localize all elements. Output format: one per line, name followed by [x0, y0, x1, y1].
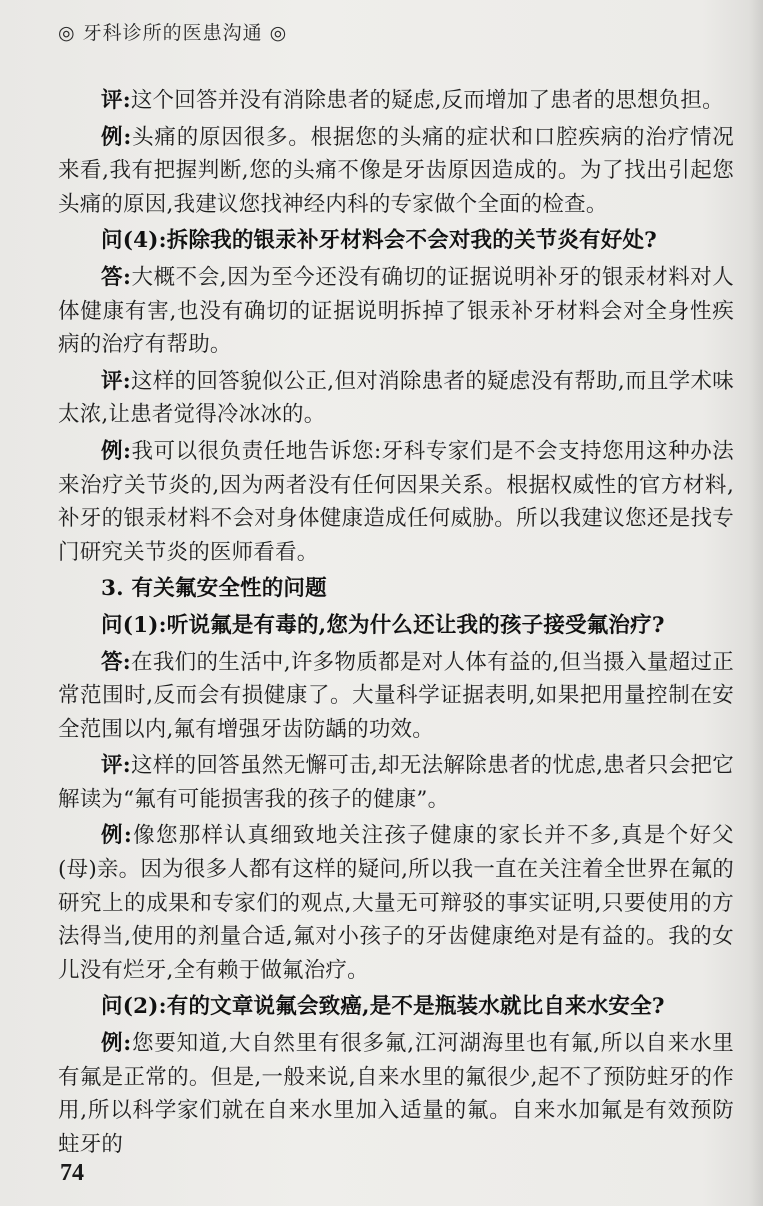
paragraph-label: 评:: [101, 368, 131, 394]
paragraph-text: 像您那样认真细致地关注孩子健康的家长并不多,真是个好父(母)亲。因为很多人都有这样的疑问,所以我一直在关注着全世界在氟的研究上的成果和专家们的观点,大量无可辩驳的事实证明,只要使用的方法得当,使用的剂量合适,氟对小孩子的牙齿健康绝对是有益的。我的女儿没有烂牙,全有赖于做氟治疗。: [58, 823, 734, 983]
paragraph-comment: [58, 365, 734, 432]
paragraph-label: 例:: [101, 438, 132, 464]
paragraph-comment: [58, 84, 734, 118]
paragraph-comment: [58, 749, 734, 816]
paragraph-text: 大概不会,因为至今还没有确切的证据说明补牙的银汞材料对人体健康有害,也没有确切的证据说明拆掉了银汞补牙材料会对全身性疾病的治疗有帮助。: [58, 264, 735, 358]
question-heading: 问(4):拆除我的银汞补牙材料会不会对我的关节炎有好处?: [101, 228, 657, 254]
question-heading: 问(1):听说氟是有毒的,您为什么还让我的孩子接受氟治疗?: [101, 612, 665, 638]
paragraph-label: 例:: [101, 124, 132, 150]
paragraph-label: 答:: [101, 649, 131, 675]
paragraph-example: [58, 121, 734, 222]
page-number: 74: [60, 1160, 84, 1186]
question-heading: 问(2):有的文章说氟会致癌,是不是瓶装水就比自来水安全?: [101, 994, 665, 1020]
paragraph-text: 头痛的原因很多。根据您的头痛的症状和口腔疾病的治疗情况来看,我有把握判断,您的头痛不像是牙齿原因造成的。为了找出引起您头痛的原因,我建议您找神经内科的专家做个全面的检查。: [58, 124, 734, 217]
paragraph-example: [58, 819, 734, 987]
paragraph-text: 这个回答并没有消除患者的疑虑,反而增加了患者的思想负担。: [130, 88, 724, 113]
paragraph-answer: [58, 646, 734, 747]
paragraph-text: 我可以很负责任地告诉您:牙科专家们是不会支持您用这种办法来治疗关节炎的,因为两者没有任何因果关系。根据权威性的官方材料,补牙的银汞材料不会对身体健康造成任何威胁。所以我建议您还是找专门研究关节炎的医师看看。: [58, 438, 734, 565]
paragraph-example: [58, 1027, 734, 1161]
paragraph-label: 评:: [101, 753, 131, 779]
paragraph-text: 这样的回答虽然无懈可击,却无法解除患者的忧虑,患者只会把它解读为“氟有可能损害我的孩子的健康”。: [58, 753, 734, 812]
paragraph-label: 评:: [101, 88, 131, 113]
paragraph-label: 例:: [101, 1031, 132, 1057]
paragraph-text: 您要知道,大自然里有很多氟,江河湖海里也有氟,所以自来水里有氟是正常的。但是,一般来说,自来水里的氟很少,起不了预防蛀牙的作用,所以科学家们就在自来水里加入适量的氟。自来水加氟是有效预防蛀牙的: [58, 1031, 734, 1157]
paragraph-label: 例:: [101, 823, 132, 849]
paragraph-text: 在我们的生活中,许多物质都是对人体有益的,但当摄入量超过正常范围时,反而会有损健康了。大量科学证据表明,如果把用量控制在安全范围以内,氟有增强牙齿防龋的功效。: [58, 649, 734, 742]
paragraph-answer: [58, 261, 734, 362]
running-head: ◎ 牙科诊所的医患沟通 ◎: [58, 22, 288, 44]
paragraph-example: [58, 435, 734, 569]
paragraph-label: 答:: [101, 264, 132, 290]
page-edge-shadow: [749, 0, 763, 1206]
paragraph-text: 这样的回答貌似公正,但对消除患者的疑虑没有帮助,而且学术味太浓,让患者觉得冷冰冰的。: [58, 368, 734, 428]
section-heading: 3. 有关氟安全性的问题: [101, 576, 327, 602]
page-body: [58, 84, 734, 1161]
